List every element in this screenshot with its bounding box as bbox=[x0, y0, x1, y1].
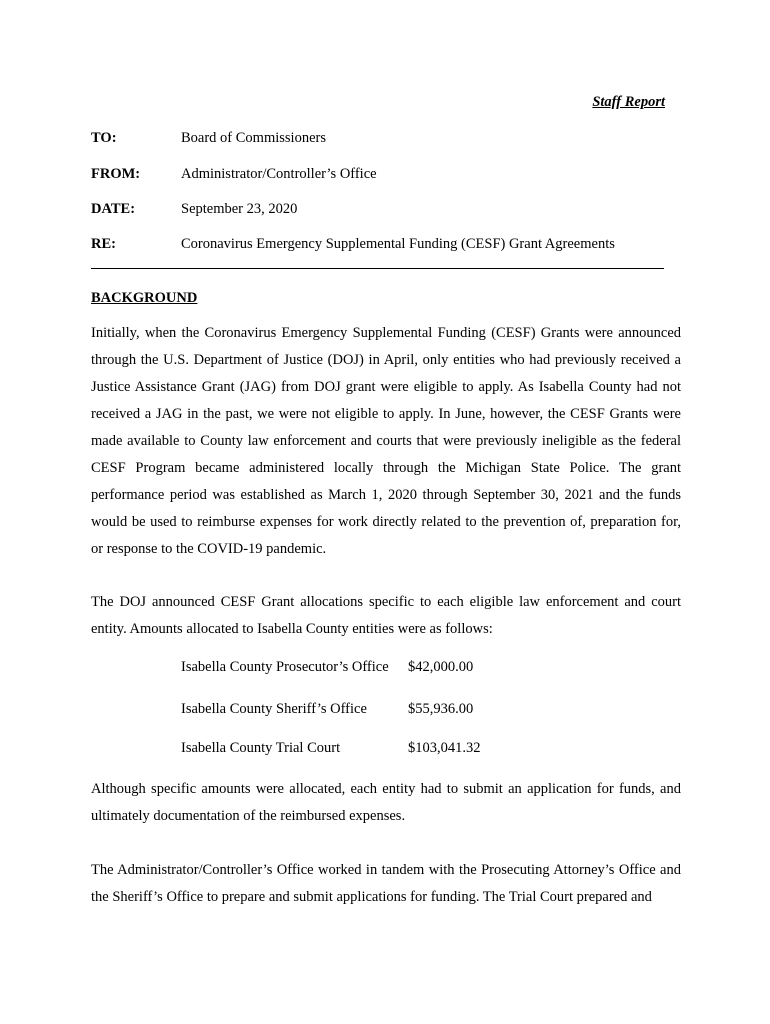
memo-re-row bbox=[91, 236, 671, 256]
background-heading: BACKGROUND bbox=[91, 290, 198, 306]
memo-re-label: RE: bbox=[91, 236, 116, 252]
header-divider bbox=[91, 268, 664, 269]
allocation-row bbox=[181, 701, 501, 721]
report-title: Staff Report bbox=[592, 94, 665, 110]
memo-date-label: DATE: bbox=[91, 201, 136, 217]
background-paragraph-2: The DOJ announced CESF Grant allocations specific to each eligible law enforcement and court entity. Amounts allocated to Isabella County entities were as follows: bbox=[91, 594, 681, 637]
background-paragraph-4: The Administrator/Controller’s Office worked in tandem with the Prosecuting Attorney’s Office and the Sheriff’s Office to prepare and submit applications for funding. The Trial Court prepared and bbox=[91, 862, 681, 905]
memo-date-row bbox=[91, 201, 671, 221]
memo-from-value: Administrator/Controller’s Office bbox=[181, 166, 377, 182]
memo-to-value: Board of Commissioners bbox=[181, 130, 326, 146]
allocation-amount: $103,041.32 bbox=[408, 740, 481, 756]
allocation-entity: Isabella County Prosecutor’s Office bbox=[181, 659, 389, 675]
memo-from-label: FROM: bbox=[91, 166, 141, 182]
memo-to-label: TO: bbox=[91, 130, 117, 146]
memo-date-value: September 23, 2020 bbox=[181, 201, 298, 217]
memo-re-value: Coronavirus Emergency Supplemental Funding (CESF) Grant Agreements bbox=[181, 236, 615, 252]
allocation-amount: $42,000.00 bbox=[408, 659, 474, 675]
allocation-entity: Isabella County Sheriff’s Office bbox=[181, 701, 367, 717]
memo-from-row bbox=[91, 166, 671, 186]
allocation-amount: $55,936.00 bbox=[408, 701, 474, 717]
allocation-row bbox=[181, 659, 501, 679]
allocation-entity: Isabella County Trial Court bbox=[181, 740, 341, 756]
allocation-row bbox=[181, 740, 501, 760]
memo-to-row bbox=[91, 130, 671, 150]
background-paragraph-3: Although specific amounts were allocated, each entity had to submit an application for funds, and ultimately documentation of the reimbursed expenses. bbox=[91, 781, 681, 824]
background-paragraph-1: Initially, when the Coronavirus Emergency Supplemental Funding (CESF) Grants were announced through the U.S. Department of Justice (DOJ) in April, only entities who had previously received a Justice Assistance Grant (JAG) from DOJ grant were eligible to apply. As Isabella County had not received a JAG in the past, we were not eligible to apply. In June, however, the CESF Grants were made available to County law enforcement and courts that were previously ineligible as the federal CESF Program became administered locally through the Michigan State Police. The grant performance period was established as March 1, 2020 through September 30, 2021 and the funds would be used to reimburse expenses for work directly related to the prevention of, preparation for, or response to the COVID-19 pandemic. bbox=[91, 325, 681, 557]
